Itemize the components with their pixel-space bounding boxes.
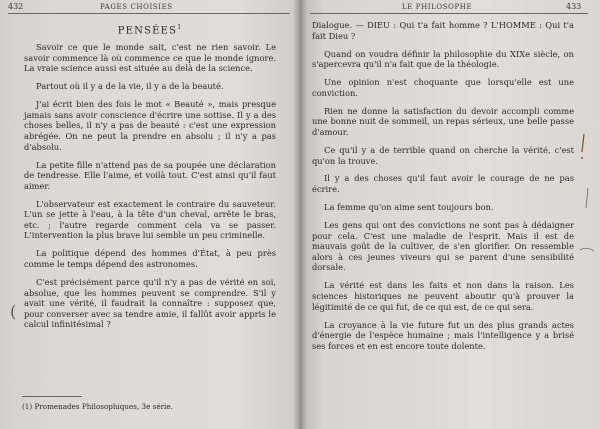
paragraph: Partout où il y a de la vie, il y a de la beauté. xyxy=(36,81,224,92)
page-number: 432 xyxy=(8,2,24,11)
right-body xyxy=(312,20,574,359)
left-body xyxy=(24,42,276,337)
paragraph: C'est précisément parce qu'il n'y a pas de vérité en soi, absolue, que les hommes peuvent se comprendre. S'il y avait une vérité, il faudrait la connaître : supposez que, pour converser avec sa tendre amie, il fallût avoir appris le calcul infinitésimal ? xyxy=(24,277,276,330)
running-head: PAGES CHOISIES xyxy=(100,3,173,11)
running-head: LE PHILOSOPHE xyxy=(402,3,473,11)
paragraph: La petite fille n'attend pas de sa poupée une déclaration de tendresse. Elle l'aime, et voilà tout. C'est ainsi qu'il faut aimer. xyxy=(24,159,276,191)
paragraph: La politique dépend des hommes d'État, à peu près comme le temps dépend des astronomes. xyxy=(24,248,276,270)
paragraph: Une opinion n'est choquante que lorsqu'elle est une conviction. xyxy=(312,77,574,98)
paragraph: Dialogue. — DIEU : Qui t'a fait homme ? L'HOMME : Qui t'a fait Dieu ? xyxy=(312,20,574,41)
header-rule xyxy=(8,13,290,14)
paragraph: La femme qu'on aime sent toujours bon. xyxy=(324,202,494,213)
paragraph: La croyance à la vie future fut un des plus grands actes d'énergie de l'espèce humaine ; mais l'intelligence y a brisé ses forces et en est encore toute dolente. xyxy=(312,319,574,351)
pencil-stroke xyxy=(586,188,588,208)
footnote-rule xyxy=(22,396,82,397)
paragraph: L'observateur est exactement le contraire du sauveteur. L'un se jette à l'eau, à la tête d'un cheval, arrête le bras, etc. ; l'autre regarde comment cela va se passer. L'intervention la plus brave lui semble un peu criminelle. xyxy=(24,198,276,241)
section-title-text: PENSÉES xyxy=(117,25,178,37)
title-footnote-mark: 1 xyxy=(177,24,183,31)
pencil-bracket-mark: ( xyxy=(10,302,17,321)
pencil-margin-marks xyxy=(576,130,598,270)
paragraph: La vérité est dans les faits et non dans la raison. Les sciences historiques ne peuvent aboutir qu'à prouver la légitimité de ce qui fut, de ce qui est, de ce qui sera. xyxy=(312,280,574,312)
paragraph: J'ai écrit bien des fois le mot « Beauté », mais presque jamais sans avoir conscience d'écrire une sottise. Il y a des choses belles, il n'y a pas de beauté : c'est une expression abrégée. On ne peut la prendre en absolu ; il n'y a pas d'absolu. xyxy=(24,99,276,152)
paragraph: Savoir ce que le monde sait, c'est ne rien savoir. Le savoir commence là où commence ce que le monde ignore. La vraie science aussi est située au delà de la science. xyxy=(24,42,276,74)
paragraph: Quand on voudra définir la philosophie du XIXe siècle, on s'apercevra qu'il n'a fait que de la théologie. xyxy=(312,48,574,70)
header-rule xyxy=(310,13,588,14)
page-number: 433 xyxy=(566,2,582,11)
pencil-dot xyxy=(581,157,583,159)
paragraph: Ce qu'il y a de terrible quand on cherche la vérité, c'est qu'on la trouve. xyxy=(312,144,574,166)
paragraph: Les gens qui ont des convictions ne sont pas à dédaigner pour cela. C'est une maladie de l'esprit. Mais il est de mauvais goût de la cultiver, de s'en glorifier. On ressemble alors à ces jeunes viveurs qui se parent d'une sensibilité dorsale. xyxy=(312,220,574,273)
section-title xyxy=(0,24,300,36)
pencil-stroke xyxy=(582,134,584,152)
right-page xyxy=(300,0,600,429)
footnote: (1) Promenades Philosophiques, 3e série. xyxy=(22,402,173,411)
book-gutter xyxy=(293,0,307,429)
paragraph: Rien ne donne la satisfaction du devoir accompli comme une bonne nuit de sommeil, un repas sérieux, une belle passe d'amour. xyxy=(312,105,574,137)
pencil-stroke xyxy=(580,248,594,251)
paragraph: Il y a des choses qu'il faut avoir le courage de ne pas écrire. xyxy=(312,173,574,195)
